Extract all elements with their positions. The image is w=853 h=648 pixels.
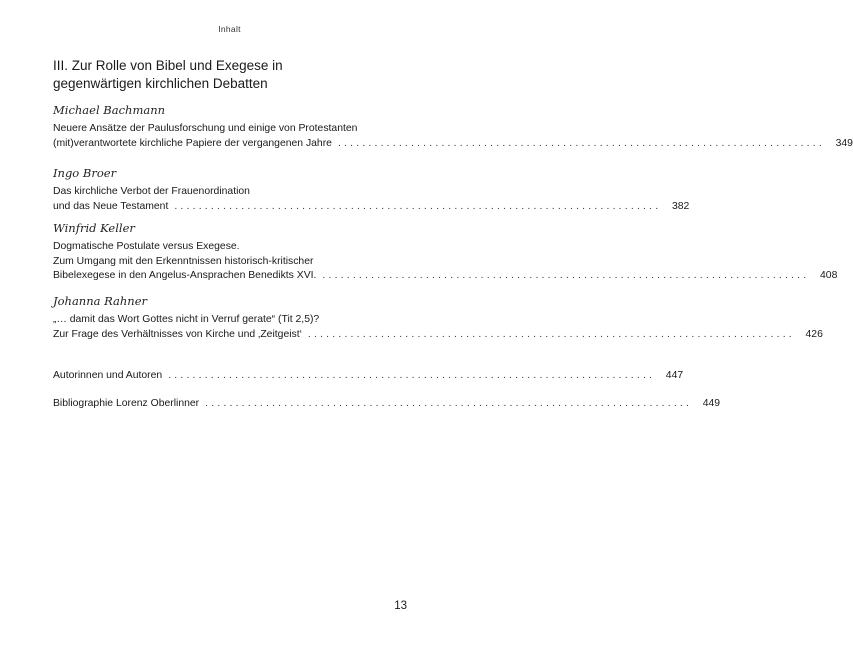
entry-title-line: Zum Umgang mit den Erkenntnissen historisch-kritischer (53, 255, 314, 267)
entry-title-last-line (53, 137, 853, 152)
section-title-line-1: III. Zur Rolle von Bibel und Exegese in (53, 58, 283, 73)
section-title-line-2: gegenwärtigen kirchlichen Debatten (53, 76, 268, 91)
entry-title-last-line (53, 397, 721, 412)
entry-title-line: Dogmatische Postulate versus Exegese. (53, 241, 240, 252)
dot-leader: ................................................................................ (174, 200, 662, 212)
entry-title-text: (mit)verantwortete kirchliche Papiere der vergangenen Jahre (53, 137, 332, 149)
entry-title-last-line (53, 200, 690, 215)
toc-entry-bachmann (53, 103, 853, 151)
dot-leader: ................................................................................ (307, 328, 795, 340)
dot-leader: ................................................................................ (205, 398, 693, 409)
entry-title-text: Autorinnen und Autoren (53, 370, 163, 381)
entry-page-number: 382 (671, 200, 690, 212)
toc-entry-broer (53, 166, 690, 214)
entry-title-last-line (53, 269, 838, 284)
page-number: 13 (394, 600, 407, 612)
entry-author: Johanna Rahner (53, 294, 148, 308)
entry-page-number: 408 (820, 270, 838, 281)
section-title (53, 57, 393, 93)
entry-title-last-line (53, 328, 823, 343)
entry-title-last-line (53, 369, 684, 384)
entry-author: Ingo Broer (53, 166, 117, 180)
entry-page-number: 447 (665, 370, 684, 381)
entry-title-text: Bibliographie Lorenz Oberlinner (53, 398, 200, 409)
toc-entry-autorinnen (53, 369, 684, 384)
entry-title-line: Das kirchliche Verbot der Frauenordination (53, 186, 250, 197)
entry-author: Michael Bachmann (53, 103, 166, 117)
entry-title-text: Zur Frage des Verhältnisses von Kirche und ‚Zeitgeist‘ (53, 328, 302, 340)
entry-title-line: Neuere Ansätze der Paulusforschung und einige von Protestanten (53, 123, 358, 134)
entry-author: Winfrid Keller (53, 221, 135, 235)
dot-leader: ................................................................................ (337, 137, 825, 149)
entry-title-text: und das Neue Testament (53, 200, 169, 212)
entry-page-number: 426 (805, 328, 823, 340)
toc-entry-bibliographie (53, 397, 721, 412)
running-head: Inhalt (218, 24, 241, 34)
dot-leader: ................................................................................ (168, 370, 656, 381)
toc-entry-keller (53, 221, 838, 284)
entry-page-number: 449 (702, 398, 721, 409)
dot-leader: ................................................................................ (322, 270, 810, 281)
toc-entry-rahner (53, 294, 823, 342)
entry-title-text: Bibelexegese in den Angelus-Ansprachen Benedikts XVI. (53, 270, 317, 281)
entry-title-line: „… damit das Wort Gottes nicht in Verruf gerate“ (Tit 2,5)? (53, 314, 320, 325)
entry-page-number: 349 (835, 137, 853, 149)
